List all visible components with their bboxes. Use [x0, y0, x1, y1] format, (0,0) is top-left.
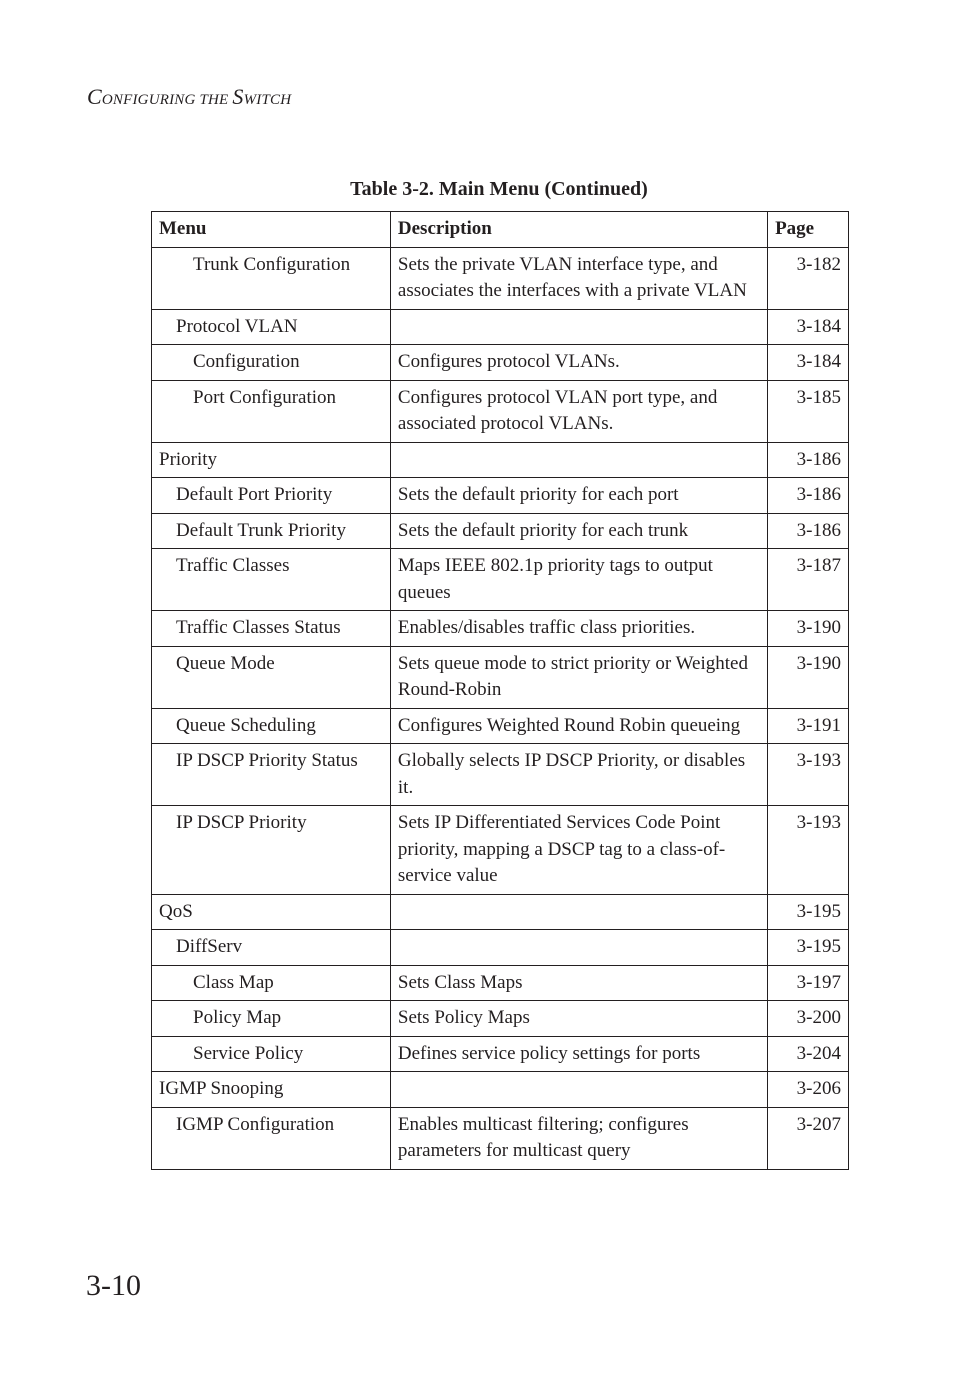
menu-cell: IGMP Configuration: [152, 1107, 391, 1169]
table-header-row: [152, 212, 849, 248]
page-cell: 3-182: [768, 247, 849, 309]
menu-cell: DiffServ: [152, 930, 391, 966]
description-cell: Configures Weighted Round Robin queueing: [390, 708, 767, 744]
description-cell: Maps IEEE 802.1p priority tags to output queues: [390, 549, 767, 611]
table-row: [152, 646, 849, 708]
menu-cell: Protocol VLAN: [152, 309, 391, 345]
table-row: [152, 744, 849, 806]
running-header-word-1: ONFIGURING THE: [101, 92, 233, 108]
table-row: [152, 611, 849, 647]
description-cell: [390, 930, 767, 966]
table-row: [152, 380, 849, 442]
column-header-description: Description: [390, 212, 767, 248]
table-row: [152, 442, 849, 478]
page-cell: 3-191: [768, 708, 849, 744]
running-header: [87, 84, 291, 110]
menu-cell: Priority: [152, 442, 391, 478]
menu-cell: Default Trunk Priority: [152, 513, 391, 549]
description-cell: Enables/disables traffic class priorities.: [390, 611, 767, 647]
page-cell: 3-193: [768, 806, 849, 895]
menu-cell: QoS: [152, 894, 391, 930]
description-cell: Sets queue mode to strict priority or Weighted Round-Robin: [390, 646, 767, 708]
table-row: [152, 1072, 849, 1108]
table-row: [152, 549, 849, 611]
menu-cell: Class Map: [152, 965, 391, 1001]
description-cell: [390, 442, 767, 478]
table-row: [152, 930, 849, 966]
table-row: [152, 708, 849, 744]
page-cell: 3-190: [768, 646, 849, 708]
description-cell: Defines service policy settings for ports: [390, 1036, 767, 1072]
description-cell: Globally selects IP DSCP Priority, or disables it.: [390, 744, 767, 806]
running-header-word-2: WITCH: [243, 92, 292, 108]
menu-cell: Trunk Configuration: [152, 247, 391, 309]
page-cell: 3-193: [768, 744, 849, 806]
table-row: [152, 478, 849, 514]
description-cell: Configures protocol VLAN port type, and associated protocol VLANs.: [390, 380, 767, 442]
page-cell: 3-204: [768, 1036, 849, 1072]
menu-cell: IP DSCP Priority: [152, 806, 391, 895]
column-header-page: Page: [768, 212, 849, 248]
description-cell: Sets Class Maps: [390, 965, 767, 1001]
table-row: [152, 806, 849, 895]
table-row: [152, 513, 849, 549]
page-cell: 3-184: [768, 345, 849, 381]
description-cell: Sets the default priority for each trunk: [390, 513, 767, 549]
table-row: [152, 345, 849, 381]
description-cell: Configures protocol VLANs.: [390, 345, 767, 381]
menu-cell: Queue Scheduling: [152, 708, 391, 744]
menu-cell: Port Configuration: [152, 380, 391, 442]
menu-cell: Configuration: [152, 345, 391, 381]
page-cell: 3-187: [768, 549, 849, 611]
table-row: [152, 1107, 849, 1169]
description-cell: Enables multicast filtering; configures parameters for multicast query: [390, 1107, 767, 1169]
menu-cell: Policy Map: [152, 1001, 391, 1037]
menu-cell: IP DSCP Priority Status: [152, 744, 391, 806]
page-cell: 3-186: [768, 442, 849, 478]
menu-cell: Service Policy: [152, 1036, 391, 1072]
page-cell: 3-184: [768, 309, 849, 345]
menu-cell: IGMP Snooping: [152, 1072, 391, 1108]
page-number: 3-10: [86, 1269, 141, 1302]
table-row: [152, 965, 849, 1001]
description-cell: Sets IP Differentiated Services Code Point priority, mapping a DSCP tag to a class-of-service value: [390, 806, 767, 895]
menu-cell: Default Port Priority: [152, 478, 391, 514]
page-cell: 3-207: [768, 1107, 849, 1169]
description-cell: Sets the default priority for each port: [390, 478, 767, 514]
table-row: [152, 1001, 849, 1037]
page-cell: 3-197: [768, 965, 849, 1001]
page-cell: 3-186: [768, 478, 849, 514]
page-cell: 3-185: [768, 380, 849, 442]
menu-cell: Traffic Classes Status: [152, 611, 391, 647]
description-cell: [390, 1072, 767, 1108]
menu-cell: Queue Mode: [152, 646, 391, 708]
table-body: [152, 247, 849, 1169]
page-cell: 3-200: [768, 1001, 849, 1037]
page-cell: 3-206: [768, 1072, 849, 1108]
table-row: [152, 309, 849, 345]
table-row: [152, 894, 849, 930]
table-row: [152, 1036, 849, 1072]
description-cell: Sets the private VLAN interface type, and associates the interfaces with a private VLAN: [390, 247, 767, 309]
menu-cell: Traffic Classes: [152, 549, 391, 611]
running-header-initial-s: S: [232, 84, 244, 109]
description-cell: [390, 309, 767, 345]
main-menu-table: [151, 211, 849, 1170]
page-cell: 3-195: [768, 894, 849, 930]
description-cell: Sets Policy Maps: [390, 1001, 767, 1037]
page-cell: 3-190: [768, 611, 849, 647]
page-cell: 3-186: [768, 513, 849, 549]
table-caption: Table 3-2. Main Menu (Continued): [350, 178, 648, 200]
column-header-menu: Menu: [152, 212, 391, 248]
running-header-initial-c: C: [87, 84, 102, 109]
table-row: [152, 247, 849, 309]
description-cell: [390, 894, 767, 930]
page-cell: 3-195: [768, 930, 849, 966]
